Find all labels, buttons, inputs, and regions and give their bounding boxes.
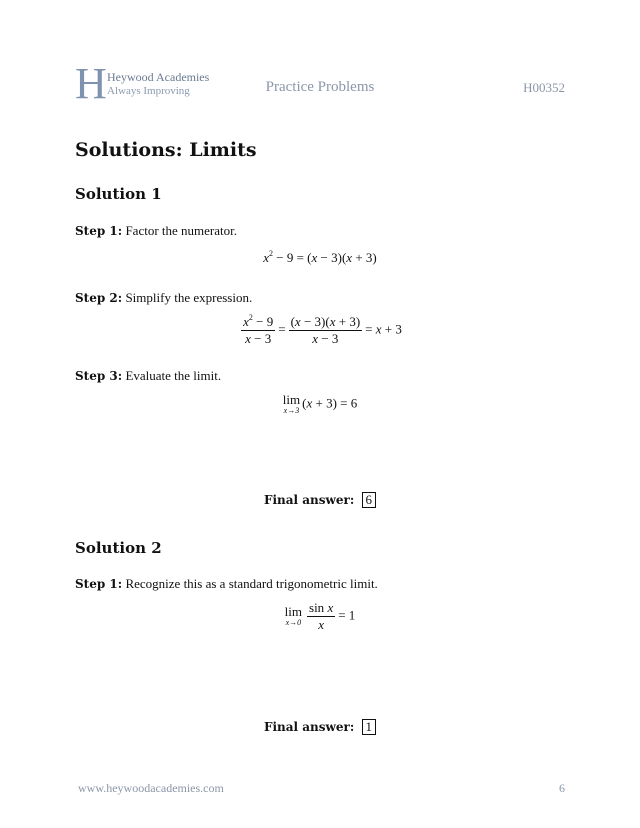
final-answer-label: Final answer: bbox=[263, 720, 355, 734]
step-text: Simplify the expression. bbox=[125, 290, 253, 305]
step-line bbox=[75, 223, 237, 239]
footer-url: www.heywoodacademies.com bbox=[78, 781, 224, 795]
equation-simplify: $\frac{x^2 - 9}{x - 3}$ = $\frac{(x - 3)(x + 3)}{x - 3}$ = x + 3 bbox=[243, 313, 402, 346]
solution-heading: Solution 1 bbox=[75, 185, 162, 203]
equation-limit: lim x→3 (x + 3) = 6 bbox=[282, 392, 358, 415]
document-code: H00352 bbox=[523, 80, 565, 95]
equation-trig-limit: lim x→0 $\frac{\text{sin x}}{x}$ = 1 bbox=[284, 600, 356, 632]
step-label: Step 3: bbox=[75, 369, 123, 383]
page-title: Solutions: Limits bbox=[75, 139, 257, 161]
final-answer bbox=[0, 719, 640, 735]
page-number: 6 bbox=[559, 781, 565, 795]
step-text: Recognize this as a standard trigonometric limit. bbox=[125, 576, 378, 591]
step-line bbox=[75, 576, 378, 592]
step-label: Step 2: bbox=[75, 291, 123, 305]
final-answer-value: 1 bbox=[362, 719, 377, 735]
step-label: Step 1: bbox=[75, 224, 123, 238]
equation-factor: $x^2 - 9 = (x - 3)(x + 3)$ bbox=[263, 249, 377, 265]
final-answer-label: Final answer: bbox=[263, 493, 355, 507]
step-text: Factor the numerator. bbox=[125, 223, 238, 238]
step-line bbox=[75, 368, 221, 384]
org-name: Heywood Academies bbox=[107, 70, 210, 84]
header-title: Practice Problems bbox=[265, 79, 375, 95]
logo-icon: H bbox=[75, 59, 107, 108]
step-text: Evaluate the limit. bbox=[125, 368, 222, 383]
step-label: Step 1: bbox=[75, 577, 123, 591]
final-answer bbox=[0, 492, 640, 508]
step-line bbox=[75, 290, 252, 306]
org-tagline: Always Improving bbox=[107, 85, 190, 97]
final-answer-value: 6 bbox=[362, 492, 377, 508]
solution-heading: Solution 2 bbox=[75, 539, 162, 557]
